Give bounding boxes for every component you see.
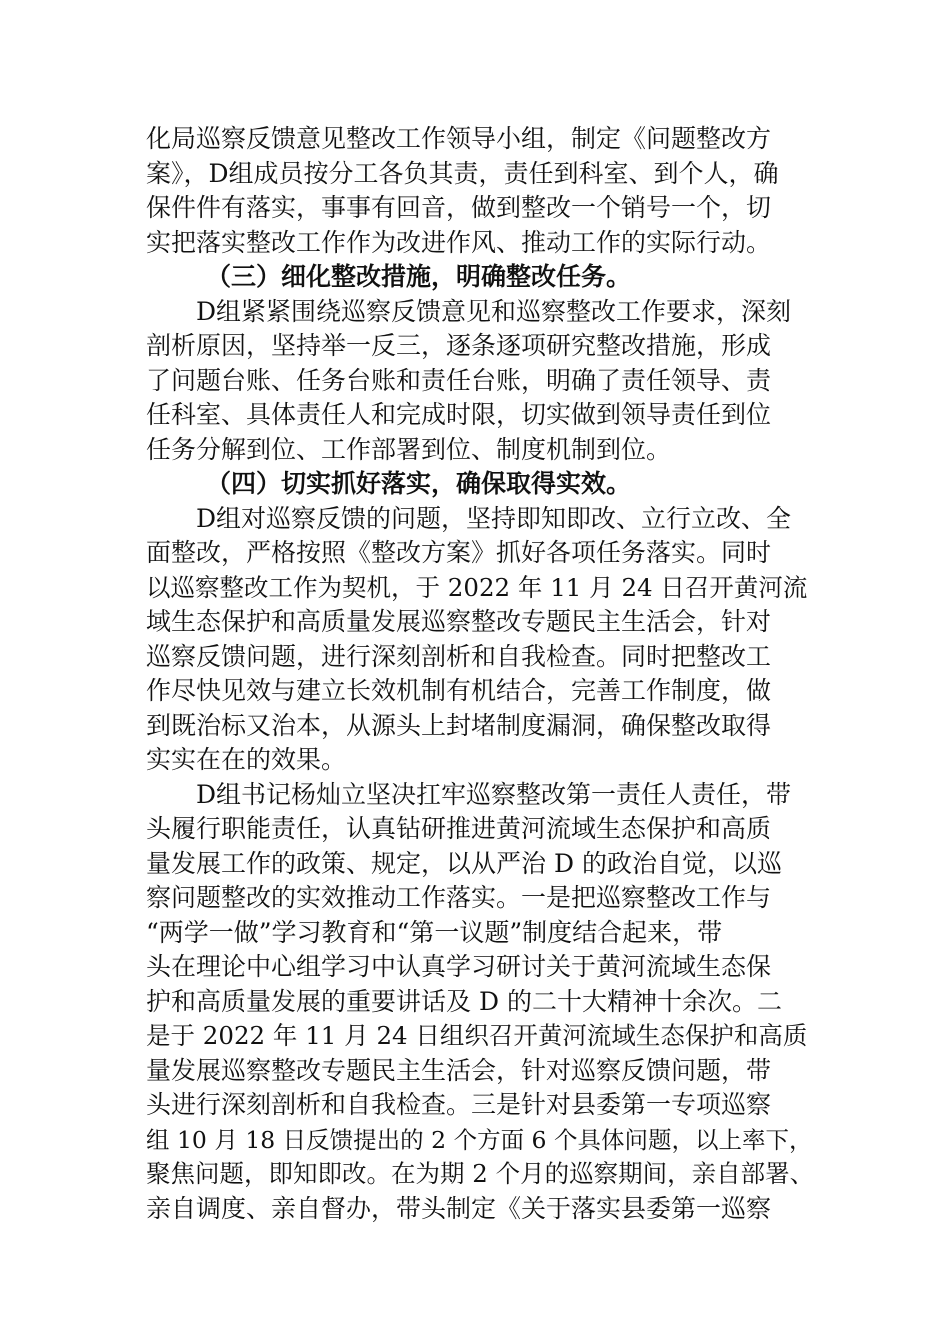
paragraph-line: 任务分解到位、工作部署到位、制度机制到位。 (146, 434, 672, 464)
paragraph-line: D组书记杨灿立坚决扛牢巡察整改第一责任人责任，带 (196, 779, 792, 809)
paragraph-line: 化局巡察反馈意见整改工作领导小组，制定《问题整改方 (146, 124, 772, 153)
paragraph-line: 到既治标又治本，从源头上封堵制度漏洞，确保整改取得 (146, 710, 772, 740)
paragraph-line: 作尽快见效与建立长效机制有机结合，完善工作制度，做 (146, 676, 772, 705)
paragraph-line: 头履行职能责任，认真钻研推进黄河流域生态保护和高质 (146, 814, 772, 843)
paragraph-line: D组对巡察反馈的问题，坚持即知即改、立行立改、全 (196, 503, 792, 533)
paragraph-line: 域生态保护和高质量发展巡察整改专题民主生活会，针对 (146, 607, 772, 636)
paragraph-line: 巡察反馈问题，进行深刻剖析和自我检查。同时把整改工 (146, 641, 772, 671)
paragraph-line: 任科室、具体责任人和完成时限，切实做到领导责任到位 (146, 400, 772, 429)
paragraph-line: 量发展巡察整改专题民主生活会，针对巡察反馈问题，带 (146, 1055, 772, 1085)
paragraph-line: 头进行深刻剖析和自我检查。三是针对县委第一专项巡察 (146, 1090, 772, 1119)
paragraph-line: 亲自调度、亲自督办，带头制定《关于落实县委第一巡察 (146, 1193, 772, 1223)
paragraph-line: 面整改，严格按照《整改方案》抓好各项任务落实。同时 (146, 538, 772, 567)
paragraph-line: 案》，D组成员按分工各负其责，责任到科室、到个人，确 (146, 158, 779, 188)
paragraph-line: 了问题台账、任务台账和责任台账，明确了责任领导、责 (146, 365, 772, 395)
paragraph-line: 聚焦问题，即知即改。在为期 2 个月的巡察期间，亲自部署、 (146, 1159, 815, 1188)
paragraph-line: 护和高质量发展的重要讲话及 D 的二十大精神十余次。二 (146, 986, 782, 1016)
paragraph-line: 保件件有落实，事事有回音，做到整改一个销号一个，切 (146, 193, 772, 222)
paragraph-line: D组紧紧围绕巡察反馈意见和巡察整改工作要求，深刻 (196, 296, 792, 326)
section-heading: （四）切实抓好落实，确保取得实效。 (206, 469, 632, 498)
paragraph-line: 头在理论中心组学习中认真学习研讨关于黄河流域生态保 (146, 952, 772, 981)
paragraph-line: 以巡察整改工作为契机，于 2022 年 11 月 24 日召开黄河流 (146, 572, 808, 602)
paragraph-line: 实实在在的效果。 (146, 745, 347, 774)
paragraph-line: “两学一做”学习教育和“第一议题”制度结合起来，带 (146, 917, 723, 947)
document-body (146, 122, 816, 1226)
section-heading: （三）细化整改措施，明确整改任务。 (206, 262, 632, 291)
paragraph-line: 实把落实整改工作作为改进作风、推动工作的实际行动。 (146, 227, 772, 257)
paragraph-line: 量发展工作的政策、规定，以从严治 D 的政治自觉，以巡 (146, 848, 782, 878)
paragraph-line: 剖析原因，坚持举一反三，逐条逐项研究整改措施，形成 (146, 331, 772, 360)
paragraph-line: 组 10 月 18 日反馈提出的 2 个方面 6 个具体问题，以上率下， (146, 1125, 813, 1154)
paragraph-line: 是于 2022 年 11 月 24 日组织召开黄河流域生态保护和高质 (146, 1021, 808, 1050)
paragraph-line: 察问题整改的实效推动工作落实。一是把巡察整改工作与 (146, 883, 772, 912)
